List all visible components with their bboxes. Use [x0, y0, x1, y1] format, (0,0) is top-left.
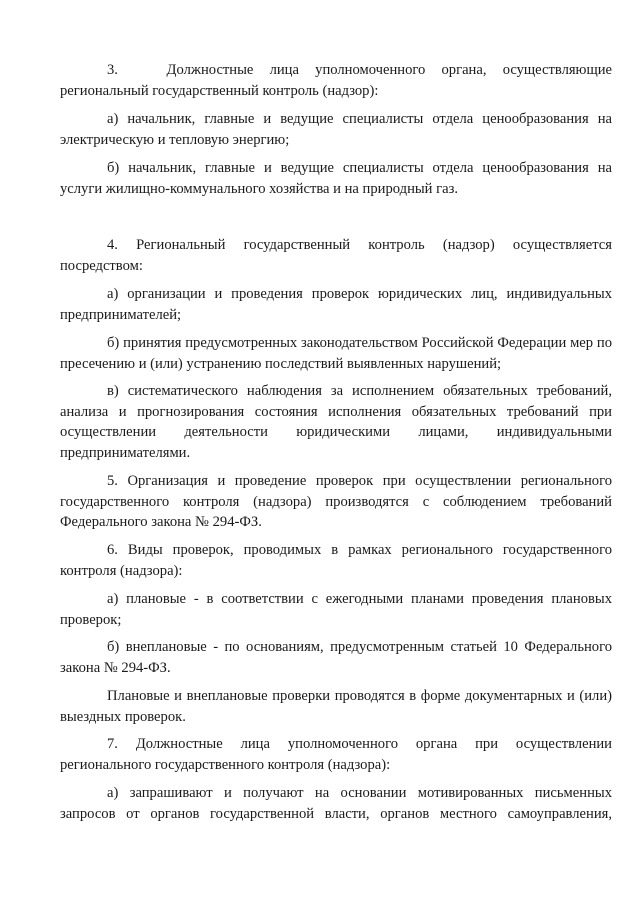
paragraph-6b-unplanned: б) внеплановые - по основаниям, предусмотренным статьей 10 Федерального закона № 294-ФЗ.	[60, 639, 612, 676]
paragraph-4c-monitoring: в) систематического наблюдения за исполнением обязательных требований, анализа и прогнозирования состояния исполнения обязательных требований при осуществлении деятельности юридическими лицами, индивидуальными предпринимателями.	[60, 383, 612, 461]
paragraph-3b-utilities-gas-dept: б) начальник, главные и ведущие специалисты отдела ценообразования на услуги жилищно-коммунального хозяйства и на природный газ.	[60, 160, 612, 197]
paragraph-6-inspection-forms: Плановые и внеплановые проверки проводятся в форме документарных и (или) выездных проверок.	[60, 688, 612, 725]
paragraph-7-officials-rights: 7. Должностные лица уполномоченного органа при осуществлении регионального государственного контроля (надзора):	[60, 736, 612, 773]
paragraph-3-officials: 3. Должностные лица уполномоченного органа, осуществляющие региональный государственный контроль (надзор):	[60, 62, 612, 99]
paragraph-4b-measures: б) принятия предусмотренных законодательством Российской Федерации мер по пресечению и (или) устранению последствий выявленных нарушений;	[60, 335, 612, 372]
paragraph-4a-inspections: а) организации и проведения проверок юридических лиц, индивидуальных предпринимателей;	[60, 286, 612, 323]
paragraph-5-inspection-organization: 5. Организация и проведение проверок при осуществлении регионального государственного контроля (надзора) производятся с соблюдением требований Федерального закона № 294-ФЗ.	[60, 473, 612, 530]
paragraph-6-inspection-types: 6. Виды проверок, проводимых в рамках регионального государственного контроля (надзора):	[60, 542, 612, 579]
paragraph-4-control-means: 4. Региональный государственный контроль (надзор) осуществляется посредством:	[60, 237, 612, 274]
paragraph-7a-requests: а) запрашивают и получают на основании мотивированных письменных запросов от органов государственной власти, органов местного самоуправления,	[60, 785, 612, 822]
paragraph-3a-electric-heat-dept: а) начальник, главные и ведущие специалисты отдела ценообразования на электрическую и тепловую энергию;	[60, 111, 612, 148]
paragraph-6a-planned: а) плановые - в соответствии с ежегодными планами проведения плановых проверок;	[60, 591, 612, 628]
